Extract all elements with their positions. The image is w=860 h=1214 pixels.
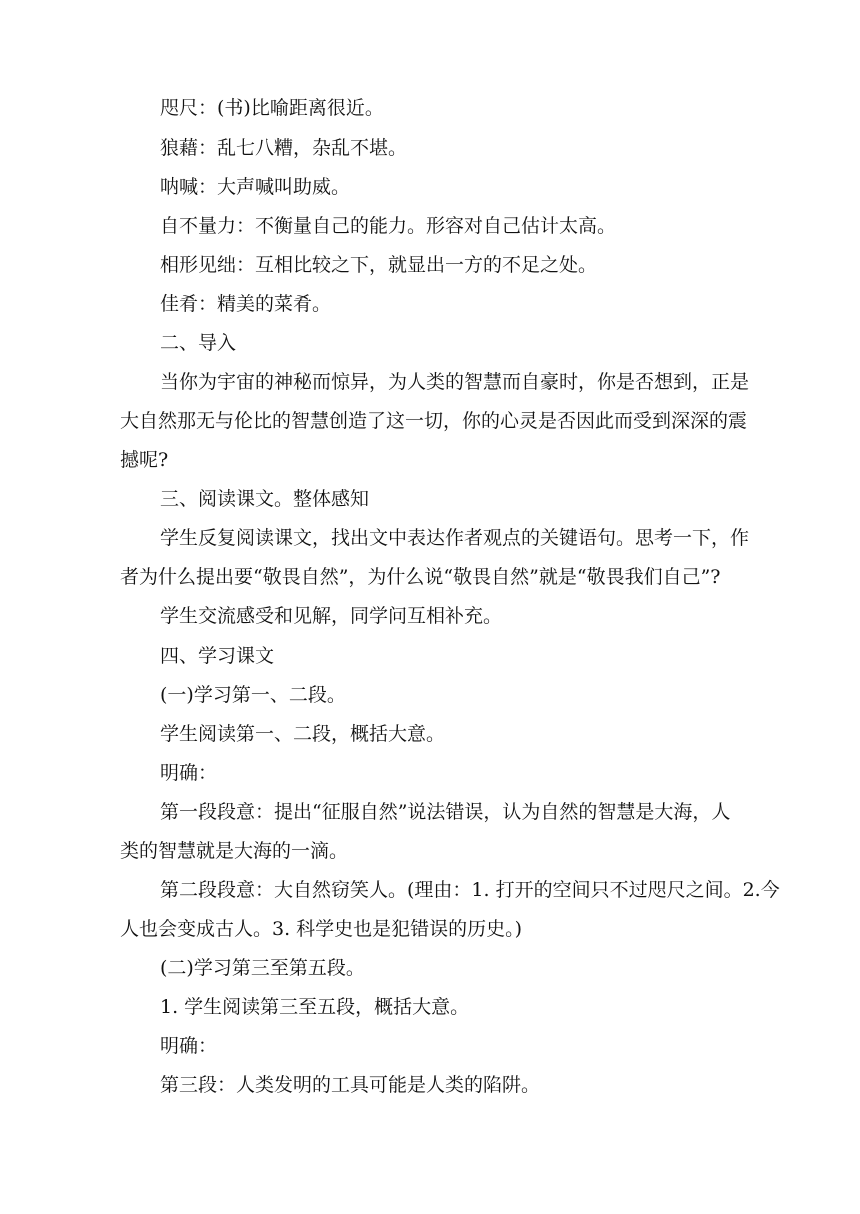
paragraph-line: 第二段段意：大自然窃笑人。(理由：1. 打开的空间只不过咫尺之间。2.今 xyxy=(160,879,780,901)
section-heading-intro: 二、导入 xyxy=(160,332,237,354)
paragraph-line: 学生阅读第一、二段，概括大意。 xyxy=(160,723,446,745)
section-heading-reading: 三、阅读课文。整体感知 xyxy=(160,488,370,510)
paragraph-line: 当你为宇宙的神秘而惊异，为人类的智慧而自豪时，你是否想到，正是 xyxy=(160,371,750,393)
paragraph-line: 明确： xyxy=(160,762,218,784)
paragraph-line: 人也会变成古人。3. 科学史也是犯错误的历史。) xyxy=(120,918,523,940)
paragraph-line: 第三段：人类发明的工具可能是人类的陷阱。 xyxy=(160,1074,541,1096)
paragraph-line: 明确： xyxy=(160,1035,218,1057)
definition-nahan: 呐喊：大声喊叫助威。 xyxy=(160,176,351,198)
definition-zibuliangli: 自不量力：不衡量自己的能力。形容对自己估计太高。 xyxy=(160,215,617,237)
paragraph-line: 1. 学生阅读第三至五段，概括大意。 xyxy=(160,996,470,1018)
paragraph-line: 大自然那无与伦比的智慧创造了这一切，你的心灵是否因此而受到深深的震 xyxy=(120,410,748,432)
subsection-heading: (二)学习第三至第五段。 xyxy=(160,957,365,979)
definition-zhichi: 咫尺：(书)比喻距离很近。 xyxy=(160,97,384,119)
definition-jiayao: 佳肴：精美的菜肴。 xyxy=(160,293,332,315)
definition-xiangxingjianchu: 相形见绌：互相比较之下，就显出一方的不足之处。 xyxy=(160,254,598,276)
paragraph-line: 者为什么提出要“敬畏自然”，为什么说“敬畏自然”就是“敬畏我们自己”? xyxy=(120,566,721,588)
paragraph-line: 学生反复阅读课文，找出文中表达作者观点的关键语句。思考一下，作 xyxy=(160,527,750,549)
paragraph-line: 学生交流感受和见解，同学问互相补充。 xyxy=(160,605,503,627)
subsection-heading: (一)学习第一、二段。 xyxy=(160,684,346,706)
section-heading-study: 四、学习课文 xyxy=(160,645,275,667)
paragraph-line: 类的智慧就是大海的一滴。 xyxy=(120,840,349,862)
definition-langji: 狼藉：乱七八糟，杂乱不堪。 xyxy=(160,137,408,159)
paragraph-line: 第一段段意：提出“征服自然”说法错误，认为自然的智慧是大海，人 xyxy=(160,801,731,823)
paragraph-line: 撼呢? xyxy=(120,449,169,471)
